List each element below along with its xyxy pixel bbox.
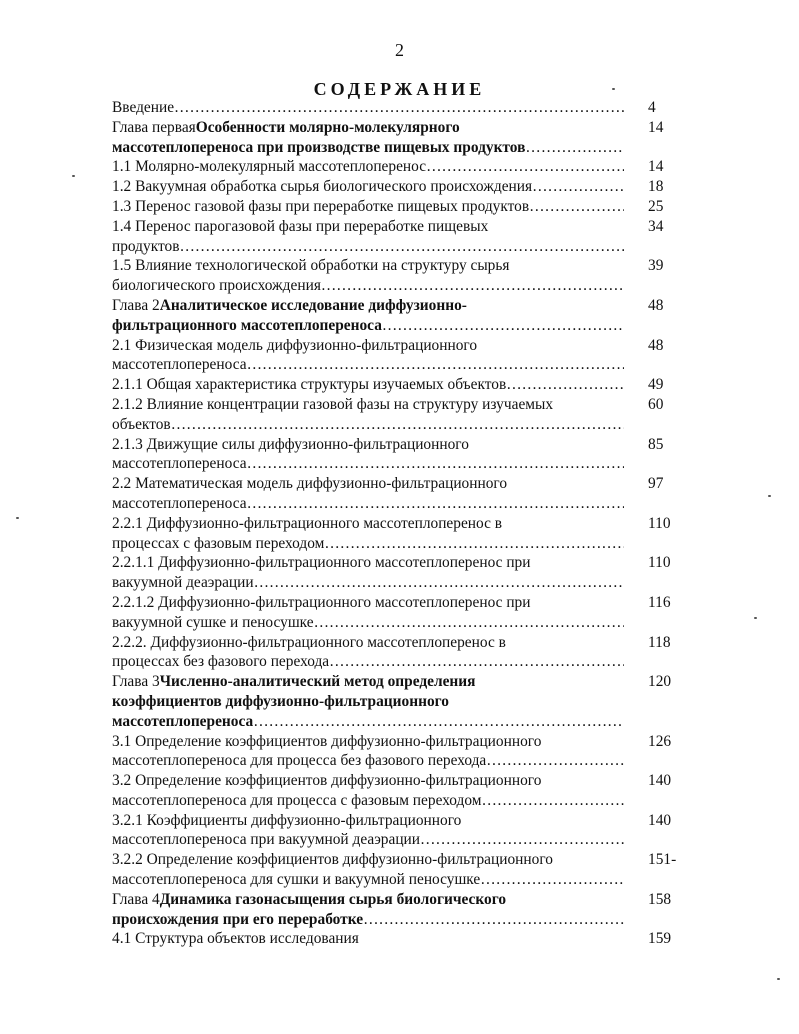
toc-leader-dots xyxy=(506,375,624,395)
toc-entry-line xyxy=(112,870,624,890)
toc-leader-dots xyxy=(506,633,624,653)
toc-leader-dots xyxy=(363,910,624,930)
toc-page-number: 140 xyxy=(648,772,672,790)
toc-entry-text: объектов xyxy=(112,415,171,433)
toc-page-number: 34 xyxy=(648,217,664,235)
toc-entry-text: 2.2.1.1 Диффузионно-фильтрационного массотеплоперенос при xyxy=(112,554,531,572)
toc-entry-line xyxy=(112,336,624,356)
toc-leader-dots xyxy=(531,593,625,613)
toc-leader-dots xyxy=(480,870,624,890)
toc-entry xyxy=(112,890,682,930)
toc-leader-dots xyxy=(359,929,624,949)
toc-entry-text: 1.4 Перенос парогазовой фазы при переработке пищевых xyxy=(112,217,489,235)
toc-entry-line xyxy=(112,355,624,375)
toc-entry-line xyxy=(112,553,624,573)
toc-entry-text: 3.2.2 Определение коэффициентов диффузионно-фильтрационного xyxy=(112,851,553,869)
toc-entry-title xyxy=(112,197,624,217)
toc-page-number: 48 xyxy=(648,336,664,354)
toc-entry-line xyxy=(112,712,624,732)
toc-entry-line xyxy=(112,573,624,593)
toc-entry-text: массотеплопереноса для процесса с фазовым переходом xyxy=(112,791,482,809)
toc-leader-dots xyxy=(502,514,624,534)
toc-entry-title xyxy=(112,336,624,376)
toc-entry-text: Глава 3 xyxy=(112,673,160,691)
toc-entry-line xyxy=(112,830,624,850)
toc-entry-line xyxy=(112,415,624,435)
toc-entry-bold-text: Особенности молярно-молекулярного xyxy=(195,118,460,136)
toc-leader-dots xyxy=(529,197,624,217)
toc-entry xyxy=(112,672,682,731)
toc-leader-dots xyxy=(171,415,624,435)
toc-entry-text: 2.1 Физическая модель диффузионно-фильтрационного xyxy=(112,336,478,354)
toc-entry xyxy=(112,435,682,475)
toc-entry-text: массотеплопереноса при вакуумной деаэрации xyxy=(112,831,421,849)
scan-speck xyxy=(768,495,771,497)
toc-entry-line xyxy=(112,98,624,118)
toc-page-number: 4 xyxy=(648,99,656,116)
toc-entry-title xyxy=(112,850,624,890)
toc-entry-text: Введение xyxy=(112,99,175,116)
toc-entry xyxy=(112,336,682,376)
toc-leader-dots xyxy=(553,395,624,415)
toc-entry-line xyxy=(112,534,624,554)
toc-entry-bold-text: Динамика газонасыщения сырья биологического xyxy=(159,890,507,908)
toc-page-number: 126 xyxy=(648,732,672,750)
toc-entry-text: вакуумной деаэрации xyxy=(112,574,254,592)
toc-entry-text: процессах с фазовым переходом xyxy=(112,534,325,552)
toc-leader-dots xyxy=(314,613,624,633)
toc-page-number: 97 xyxy=(648,475,664,493)
toc-leader-dots xyxy=(254,573,624,593)
toc-entry-text: 2.1.3 Движущие силы диффузионно-фильтрационного xyxy=(112,435,469,453)
toc-page-number: 18 xyxy=(648,178,664,196)
toc-leader-dots xyxy=(426,157,624,177)
toc-entry-text: 3.2 Определение коэффициентов диффузионно-фильтрационного xyxy=(112,772,542,790)
toc-leader-dots xyxy=(541,771,624,791)
toc-entry-line xyxy=(112,751,624,771)
toc-entry-title xyxy=(112,435,624,475)
toc-entry-line xyxy=(112,395,624,415)
toc-entry-text: 2.2.2. Диффузионно-фильтрационного массотеплоперенос в xyxy=(112,633,506,651)
toc-entry-title xyxy=(112,118,624,158)
toc-entry-bold-text: массотеплопереноса xyxy=(112,712,254,730)
toc-leader-dots xyxy=(477,336,624,356)
toc-entry xyxy=(112,593,682,633)
toc-entry-line xyxy=(112,435,624,455)
toc-entry-title xyxy=(112,375,624,395)
toc-entry-line xyxy=(112,296,624,316)
toc-entry-bold-text: коэффициентов диффузионно-фильтрационного xyxy=(112,692,449,710)
toc-leader-dots xyxy=(449,692,624,712)
toc-page-number: 14 xyxy=(648,118,664,136)
toc-leader-dots xyxy=(469,435,624,455)
toc-entry-text: 1.5 Влияние технологической обработки на структуру сырья xyxy=(112,257,510,275)
toc-leader-dots xyxy=(329,652,624,672)
toc-entry-text: массотеплопереноса xyxy=(112,356,247,374)
toc-leader-dots xyxy=(460,118,624,138)
toc-page-number: 48 xyxy=(648,296,664,314)
toc-entry-text: массотеплопереноса xyxy=(112,494,247,512)
toc-entry-line xyxy=(112,850,624,870)
toc-leader-dots xyxy=(532,177,624,197)
toc-entry xyxy=(112,395,682,435)
toc-heading: СОДЕРЖАНИЕ xyxy=(313,79,486,99)
toc-page-number: 110 xyxy=(648,514,671,532)
toc-entry-line xyxy=(112,890,624,910)
toc-entry xyxy=(112,375,682,395)
toc-entry-text: вакуумной сушке и пеносушке xyxy=(112,613,314,631)
toc-entry-line xyxy=(112,375,624,395)
toc-entry-bold-text: Численно-аналитический метод определения xyxy=(159,673,476,691)
toc-page-number: 151- xyxy=(648,851,677,869)
toc-entry xyxy=(112,217,682,257)
toc-entry xyxy=(112,633,682,673)
scan-speck xyxy=(16,517,19,519)
toc-entry xyxy=(112,771,682,811)
toc-entry xyxy=(112,98,682,118)
toc-leader-dots xyxy=(461,811,624,831)
toc-entry xyxy=(112,732,682,772)
toc-leader-dots xyxy=(509,256,624,276)
toc-entry-text: массотеплопереноса для сушки и вакуумной пеносушке xyxy=(112,871,481,889)
toc-entry-text: 4.1 Структура объектов исследования xyxy=(112,930,359,948)
toc-entry xyxy=(112,850,682,890)
toc-entry-text: 3.2.1 Коэффициенты диффузионно-фильтрационного xyxy=(112,811,462,829)
toc-entry xyxy=(112,811,682,851)
toc-entry-text: 2.1.2 Влияние концентрации газовой фазы на структуру изучаемых xyxy=(112,395,554,413)
toc-page-number: 14 xyxy=(648,158,664,176)
toc-entry-title xyxy=(112,553,624,593)
toc-entry xyxy=(112,197,682,217)
toc-entry-line xyxy=(112,732,624,752)
toc-leader-dots xyxy=(467,296,624,316)
toc-page-number: 49 xyxy=(648,376,664,394)
toc-entry xyxy=(112,514,682,554)
toc-entry-line xyxy=(112,237,624,257)
toc-entry-text: Глава первая xyxy=(112,118,196,136)
toc-entry-line xyxy=(112,217,624,237)
toc-entry-text: 2.2 Математическая модель диффузионно-фильтрационного xyxy=(112,475,508,493)
toc-leader-dots xyxy=(553,850,624,870)
toc-page-number: 25 xyxy=(648,197,664,215)
toc-page-number: 118 xyxy=(648,633,671,651)
toc-entry xyxy=(112,177,682,197)
toc-leader-dots xyxy=(382,316,624,336)
table-of-contents xyxy=(112,98,682,949)
toc-page-number: 140 xyxy=(648,811,672,829)
toc-entry xyxy=(112,474,682,514)
toc-entry-line xyxy=(112,692,624,712)
toc-entry-line xyxy=(112,771,624,791)
toc-entry-text: массотеплопереноса xyxy=(112,455,247,473)
toc-entry-line xyxy=(112,791,624,811)
toc-page-number: 85 xyxy=(648,435,664,453)
toc-entry-text: 3.1 Определение коэффициентов диффузионно-фильтрационного xyxy=(112,732,542,750)
toc-leader-dots xyxy=(482,791,624,811)
scan-speck xyxy=(72,175,75,177)
toc-page-number: 158 xyxy=(648,890,672,908)
toc-entry-title xyxy=(112,890,624,930)
toc-entry-line xyxy=(112,276,624,296)
toc-leader-dots xyxy=(247,355,624,375)
toc-entry-line xyxy=(112,474,624,494)
toc-entry-line xyxy=(112,197,624,217)
toc-entry-title xyxy=(112,732,624,772)
scan-speck xyxy=(754,617,757,619)
toc-entry-text: 1.3 Перенос газовой фазы при переработке пищевых продуктов xyxy=(112,197,530,215)
toc-entry xyxy=(112,118,682,158)
page-number: 2 xyxy=(395,40,404,60)
toc-entry-line xyxy=(112,910,624,930)
toc-leader-dots xyxy=(247,454,624,474)
toc-entry-line xyxy=(112,316,624,336)
toc-entry-title xyxy=(112,929,624,949)
toc-entry-title xyxy=(112,474,624,514)
toc-leader-dots xyxy=(174,98,624,118)
toc-leader-dots xyxy=(475,672,624,692)
toc-entry-line xyxy=(112,157,624,177)
toc-leader-dots xyxy=(247,494,624,514)
toc-entry-line xyxy=(112,256,624,276)
toc-entry-line xyxy=(112,929,624,949)
toc-entry xyxy=(112,553,682,593)
toc-entry-text: процессах без фазового перехода xyxy=(112,653,330,671)
toc-leader-dots xyxy=(488,217,624,237)
toc-entry-text: 1.1 Молярно-молекулярный массотеплоперенос xyxy=(112,158,427,176)
toc-entry-title xyxy=(112,177,624,197)
toc-page-number: 39 xyxy=(648,257,664,275)
toc-entry-title xyxy=(112,296,624,336)
toc-entry-line xyxy=(112,494,624,514)
toc-page-number: 116 xyxy=(648,593,671,611)
toc-entry-title xyxy=(112,593,624,633)
toc-entry-text: Глава 4 xyxy=(112,890,160,908)
toc-leader-dots xyxy=(525,138,624,158)
toc-entry-title xyxy=(112,256,624,296)
toc-entry-title xyxy=(112,98,624,118)
toc-leader-dots xyxy=(253,712,624,732)
toc-entry-bold-text: массотеплопереноса при производстве пищевых продуктов xyxy=(112,138,526,156)
toc-leader-dots xyxy=(179,237,624,257)
toc-entry-line xyxy=(112,118,624,138)
toc-leader-dots xyxy=(541,732,624,752)
toc-page-number: 60 xyxy=(648,395,664,413)
toc-entry-bold-text: Аналитическое исследование диффузионно- xyxy=(159,296,467,314)
toc-entry-line xyxy=(112,633,624,653)
toc-page-number: 159 xyxy=(648,930,672,948)
toc-entry-text: продуктов xyxy=(112,237,180,255)
toc-entry xyxy=(112,157,682,177)
scan-speck xyxy=(612,88,615,90)
toc-entry-line xyxy=(112,514,624,534)
toc-leader-dots xyxy=(531,553,625,573)
toc-entry-line xyxy=(112,652,624,672)
toc-entry-text: 2.2.1 Диффузионно-фильтрационного массотеплоперенос в xyxy=(112,514,503,532)
toc-entry-title xyxy=(112,672,624,731)
toc-leader-dots xyxy=(506,890,624,910)
toc-entry-text: 2.2.1.2 Диффузионно-фильтрационного массотеплоперенос при xyxy=(112,593,531,611)
toc-entry-line xyxy=(112,454,624,474)
toc-leader-dots xyxy=(420,830,624,850)
toc-entry-line xyxy=(112,672,624,692)
toc-entry xyxy=(112,256,682,296)
toc-page-number: 120 xyxy=(648,673,672,691)
toc-entry xyxy=(112,296,682,336)
toc-entry-text: биологического происхождения xyxy=(112,277,321,295)
toc-entry-bold-text: происхождения при его переработке xyxy=(112,910,364,928)
toc-entry-line xyxy=(112,593,624,613)
scan-speck xyxy=(777,978,780,980)
toc-entry-text: массотеплопереноса для процесса без фазового перехода xyxy=(112,752,487,770)
toc-entry-title xyxy=(112,514,624,554)
toc-entry-line xyxy=(112,811,624,831)
toc-entry xyxy=(112,929,682,949)
toc-page-number: 110 xyxy=(648,554,671,572)
toc-entry-title xyxy=(112,157,624,177)
toc-entry-text: 1.2 Вакуумная обработка сырья биологического происхождения xyxy=(112,178,533,196)
toc-leader-dots xyxy=(507,474,624,494)
toc-entry-title xyxy=(112,633,624,673)
toc-entry-text: 2.1.1 Общая характеристика структуры изучаемых объектов xyxy=(112,376,507,394)
toc-entry-text: Глава 2 xyxy=(112,296,160,314)
toc-entry-title xyxy=(112,395,624,435)
toc-entry-title xyxy=(112,771,624,811)
toc-entry-title xyxy=(112,217,624,257)
toc-leader-dots xyxy=(324,534,624,554)
toc-leader-dots xyxy=(321,276,624,296)
toc-leader-dots xyxy=(486,751,624,771)
toc-entry-line xyxy=(112,138,624,158)
toc-entry-line xyxy=(112,177,624,197)
toc-entry-title xyxy=(112,811,624,851)
toc-entry-bold-text: фильтрационного массотеплопереноса xyxy=(112,316,382,334)
toc-entry-line xyxy=(112,613,624,633)
